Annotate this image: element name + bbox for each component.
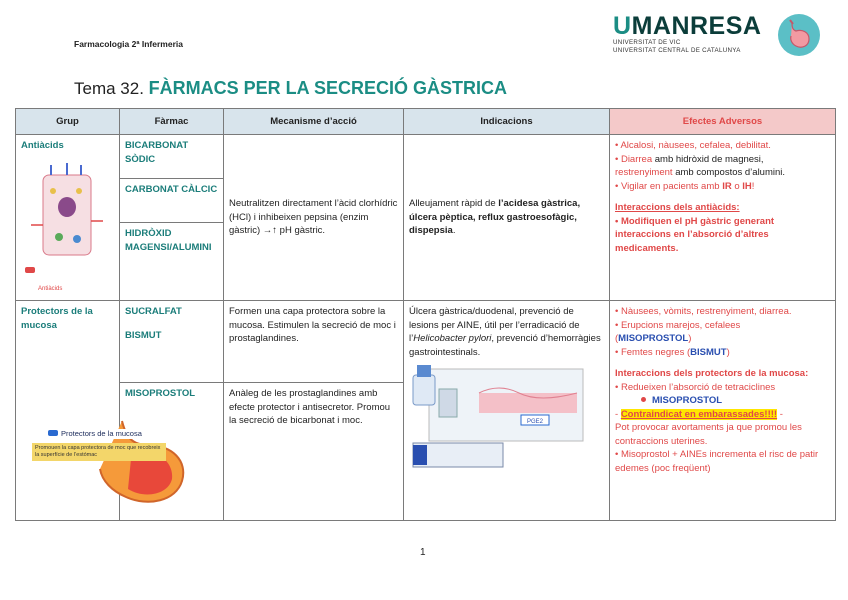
header-grup: Grup [16,109,120,135]
misoprostol-illustration [409,363,589,473]
farmac-bicarbonat: BICARBONAT SÒDIC [120,135,224,179]
table-row [16,301,836,383]
farmac-carbonat: CARBONAT CÀLCIC [120,179,224,223]
table-row [16,135,836,179]
logo-sub2: UNIVERSITAT CENTRAL DE CATALUNYA [613,47,741,54]
page-number: 1 [420,547,426,558]
protectors-illustration-title: Protectors de la mucosa [46,429,144,439]
mecanisme-misoprostol: Anàleg de les prostaglandines amb efecte protector i antisecretor. Promou la secreció de bicarbonat i moc. [224,383,404,521]
grup-protectors: Protectors de la mucosa [21,306,93,331]
header-indicacions: Indicacions [404,109,610,135]
pges-label: PGE2 [526,419,544,425]
protectors-illustration-text: Promouen la capa protectora de moc que recobreix la superfície de l’estómac [32,443,166,461]
logo-u: U [613,12,632,40]
page-title: Tema 32. FÀRMACS PER LA SECRECIÓ GÀSTRICA [74,78,508,98]
antiacid-illustration-label: Antiàcids [38,286,63,292]
antiacid-cell-illustration [21,155,113,285]
stomach-icon [778,14,820,56]
farmac-sucralfat-bismut: SUCRALFAT BISMUT [120,301,224,383]
grup-antiacids-cell [16,135,120,301]
indicacions-protectors: Úlcera gàstrica/duodenal, prevenció de lesions per AINE, útil per l’erradicació de l’Helicobacter pylori, prevenció d’hemorràgies gastrointestinals. PGE2 [404,301,610,521]
logo-text: MANRESA [631,12,762,40]
indicacions-antiacids: Alleujament ràpid de l’acidesa gàstrica, úlcera pèptica, reflux gastroesofàgic, dispepsia. [404,135,610,301]
mecanisme-antiacids: Neutralitzen directament l’àcid clorhídric (HCl) i inhibeixen pepsina (enzim gàstric) →↑ pH gàstric. [224,135,404,301]
grup-antiacids: Antiàcids [21,140,64,151]
logo-sub1: UNIVERSITAT DE VIC [613,39,681,46]
course-label: Farmacologia 2ª Infermeria [74,39,183,49]
protectors-illustration [32,419,192,509]
efectes-protectors: • Nàusees, vòmits, restrenyiment, diarrea. • Erupcions marejos, cefalees (MISOPROSTOL) • Femtes negres (BISMUT) Interaccions dels protectors de la mucosa: • Redueixen l’absorció de tetraciclines MISOPROSTOL - Contraindicat en embarassades!!!! - Pot provocar avortaments ja que promou les contraccions uterines. • Misoprostol + AINEs incrementa el risc de patir edemes (poc freqüent) [610,301,836,521]
efectes-antiacids: • Alcalosi, nàusees, cefalea, debilitat. • Diarrea amb hidròxid de magnesi, restrenyiment amb compostos d’alumini. • Vigilar en pacients amb IR o IH! Interaccions dels antiàcids: • Modifiquen el pH gàstric generant interaccions en l’absorció d’altres medicaments. [610,135,836,301]
drugs-table [15,108,836,521]
farmac-hidroxid: HIDRÒXID MAGENSI/ALUMINI [120,223,224,301]
mecanisme-sucralfat: Formen una capa protectora sobre la mucosa. Estimulen la secreció de moc i prostaglandines. [224,301,404,383]
header-mecanisme: Mecanisme d’acció [224,109,404,135]
table-header-row [16,109,836,135]
header-efectes: Efectes Adversos [610,109,836,135]
header-farmac: Fàrmac [120,109,224,135]
farmac-misoprostol: MISOPROSTOL [120,383,224,521]
